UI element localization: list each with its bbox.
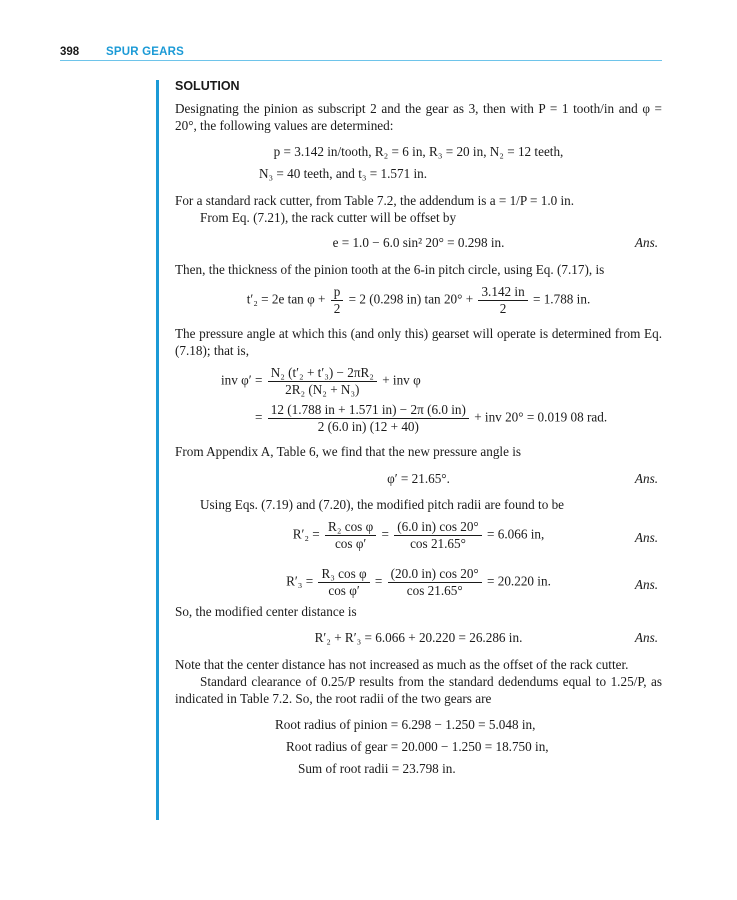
thickness-eq-middle: = 2 (0.298 in) tan 20° + [348, 291, 474, 307]
involute-eq-result: + inv 20° = 0.019 08 rad. [474, 409, 608, 425]
fraction-denominator: 2R₂ (N₂ + N₃) [285, 382, 360, 397]
pinion-radius-equation: R′₂ = $\frac{\text{R₂ cos φ}}{\text{cos φ′}}$ = $\frac{(6.0 in) \cos 20^\circ}{\cos 21.65^\circ}$ = 6.066 in, Ans. [292, 519, 658, 551]
answer-label: Ans. [634, 235, 658, 250]
fraction [388, 566, 482, 599]
fraction-numerator: N₂ (t′₂ + t′₃) − 2πR₂ [268, 365, 377, 382]
gear-radius-lhs: R′₃ = [286, 573, 314, 589]
fraction-denominator: cos φ′ [328, 583, 360, 598]
thickness-eq-result: = 1.788 in. [532, 291, 591, 307]
header-rule [60, 60, 662, 61]
fraction-denominator: 2 [499, 301, 507, 316]
offset-equation: e = 1.0 − 6.0 sin² 20° = 0.298 in. [332, 235, 505, 250]
pressure-angle-equation-row [175, 470, 662, 487]
fraction [268, 402, 469, 435]
gear-radius-result: = 20.220 in. [487, 573, 551, 589]
solution-side-bar [156, 80, 159, 820]
thickness-equation [175, 284, 662, 317]
appendix-paragraph: From Appendix A, Table 6, we find that the new pressure angle is [175, 444, 522, 459]
answer-label: Ans. [634, 577, 658, 592]
fraction-numerator: (20.0 in) cos 20° [388, 566, 482, 583]
given-values-line-2: N₃ = 40 teeth, and t₃ = 1.571 in. [259, 166, 428, 181]
pinion-radius-result: = 6.066 in, [487, 526, 545, 542]
chapter-title: SPUR GEARS [106, 46, 185, 58]
running-header [60, 44, 662, 62]
clearance-paragraph: Standard clearance of 0.25/P results from the standard dedendums equal to 1.25/P, as indicated in Table 7.2. So, the root radii of the two gears are [175, 674, 662, 706]
fraction-numerator: p [331, 284, 344, 301]
fraction [478, 284, 527, 317]
answer-label: Ans. [634, 530, 658, 545]
thickness-paragraph: Then, the thickness of the pinion tooth at the 6-in pitch circle, using Eq. (7.17), is [175, 262, 605, 277]
root-radius-gear: Root radius of gear = 20.000 − 1.250 = 18.750 in, [286, 739, 549, 754]
solution-title: SOLUTION [175, 79, 240, 93]
center-distance-equation-row [175, 629, 662, 646]
offset-paragraph: From Eq. (7.21), the rack cutter will be offset by [200, 210, 457, 225]
fraction-denominator: 2 [333, 301, 341, 316]
solution-content [175, 78, 662, 777]
intro-paragraph: Designating the pinion as subscript 2 and the gear as 3, then with P = 1 tooth/in and φ = 20°, the following values are determined: [175, 101, 662, 133]
answer-label: Ans. [634, 471, 658, 486]
fraction-numerator: 12 (1.788 in + 1.571 in) − 2π (6.0 in) [268, 402, 469, 419]
fraction-denominator: cos φ′ [334, 536, 367, 551]
involute-equation-line-1 [175, 365, 662, 398]
root-radius-pinion: Root radius of pinion = 6.298 − 1.250 = 5.048 in, [275, 717, 536, 732]
fraction-numerator: 3.142 in [478, 284, 527, 301]
given-values-line-1: p = 3.142 in/tooth, R₂ = 6 in, R₃ = 20 in, N₂ = 12 teeth, [273, 144, 564, 159]
fraction-numerator: R₃ cos φ [318, 566, 369, 583]
fraction [268, 365, 377, 398]
pitch-radii-paragraph: Using Eqs. (7.19) and (7.20), the modified pitch radii are found to be [200, 497, 565, 512]
gear-radius-equation: R′₃ = $\frac{\text{R₃ cos φ}}{\text{cos φ′}}$ = $\frac{(20.0 in) \cos 20^\circ}{\cos 21.65^\circ}$ = 20.220 in. Ans. [286, 566, 658, 598]
addendum-paragraph: For a standard rack cutter, from Table 7.2, the addendum is a = 1/P = 1.0 in. [175, 193, 575, 208]
fraction [325, 519, 376, 552]
fraction [318, 566, 369, 599]
pressure-angle-paragraph: The pressure angle at which this (and only this) gearset will operate is determined from Eq. (7.18); that is, [175, 326, 662, 358]
fraction-numerator: (6.0 in) cos 20° [394, 519, 481, 536]
center-distance-equation: R′₂ + R′₃ = 6.066 + 20.220 = 26.286 in. [314, 630, 523, 645]
pinion-radius-lhs: R′₂ = [292, 526, 320, 542]
answer-label: Ans. [634, 630, 658, 645]
pressure-angle-equation: φ′ = 21.65°. [387, 471, 450, 486]
fraction [394, 519, 481, 552]
note-paragraph: Note that the center distance has not increased as much as the offset of the rack cutter. [175, 657, 629, 672]
equals-sign: = [255, 409, 263, 425]
fraction-denominator: cos 21.65° [406, 583, 463, 598]
fraction-denominator: 2 (6.0 in) (12 + 40) [317, 419, 419, 434]
thickness-eq-lhs: t′₂ = 2e tan φ + [246, 291, 326, 307]
root-radius-sum: Sum of root radii = 23.798 in. [298, 761, 456, 776]
fraction-denominator: cos 21.65° [410, 536, 466, 551]
page-number: 398 [60, 46, 80, 58]
involute-eq-tail: + inv φ [382, 372, 421, 388]
center-distance-paragraph: So, the modified center distance is [175, 604, 357, 619]
fraction-numerator: R₂ cos φ [325, 519, 376, 536]
involute-equation-line-2 [175, 402, 662, 435]
offset-equation-row [175, 234, 662, 251]
fraction [331, 284, 344, 317]
involute-eq-lhs: inv φ′ = [221, 372, 263, 388]
